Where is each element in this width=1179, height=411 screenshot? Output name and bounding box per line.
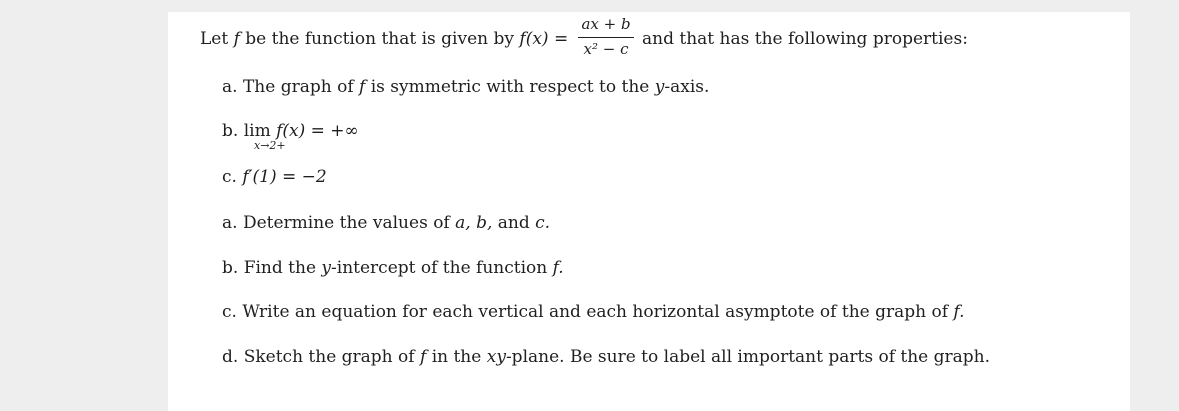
property-b <box>222 121 359 141</box>
question-a-text: Determine the values of <box>242 213 450 233</box>
property-b-expression: f(x) = +∞ <box>276 121 359 141</box>
question-a-c: c. <box>535 213 551 233</box>
question-d-text-before: Sketch the graph of <box>243 347 415 367</box>
question-a-vars: a, b, <box>455 213 493 233</box>
property-a-f: f <box>359 77 366 97</box>
property-a-text-after: is symmetric with respect to the <box>370 77 650 97</box>
property-b-limit-subscript: x→2+ <box>254 139 286 152</box>
question-d <box>222 347 990 367</box>
fraction-numerator: ax + b <box>581 15 631 33</box>
intro-f-of-x: f(x) = <box>519 29 569 49</box>
property-a <box>222 77 709 97</box>
question-b-y: y <box>321 258 332 278</box>
fraction-bar <box>578 37 634 38</box>
question-c <box>222 302 965 322</box>
property-c-expression: f′(1) = −2 <box>242 167 327 187</box>
property-a-marker: a. <box>222 77 238 97</box>
question-b-marker: b. <box>222 258 239 278</box>
question-b-text-after: -intercept of the function <box>331 258 548 278</box>
property-b-marker: b. <box>222 121 239 141</box>
question-b-f: f. <box>552 258 564 278</box>
fraction-denominator: x² − c <box>583 40 629 58</box>
question-b <box>222 258 564 278</box>
property-c-marker: c. <box>222 167 237 187</box>
question-a-and: and <box>497 213 530 233</box>
question-d-text-after: -plane. Be sure to label all important parts of the graph. <box>505 347 991 367</box>
intro-line <box>200 29 568 49</box>
question-d-marker: d. <box>222 347 239 367</box>
intro-f: f <box>233 29 240 49</box>
question-a-marker: a. <box>222 213 238 233</box>
question-b-text-before: Find the <box>243 258 317 278</box>
question-c-text: Write an equation for each vertical and each horizontal asymptote of the graph of <box>242 302 949 322</box>
question-c-f: f. <box>953 302 965 322</box>
question-d-text-mid: in the <box>431 347 482 367</box>
property-b-lim: lim <box>243 121 271 141</box>
question-a <box>222 213 550 233</box>
intro-be-the-function: be the function that is given by <box>245 29 514 49</box>
property-a-axis-suffix: -axis. <box>664 77 710 97</box>
question-c-marker: c. <box>222 302 237 322</box>
question-d-xy: xy <box>486 347 506 367</box>
property-c <box>222 167 327 187</box>
question-d-f: f <box>419 347 427 367</box>
intro-prefix: Let <box>200 29 229 49</box>
property-a-text-before: The graph of <box>242 77 354 97</box>
property-a-y: y <box>654 77 665 97</box>
intro-suffix: and that has the following properties: <box>642 29 968 49</box>
